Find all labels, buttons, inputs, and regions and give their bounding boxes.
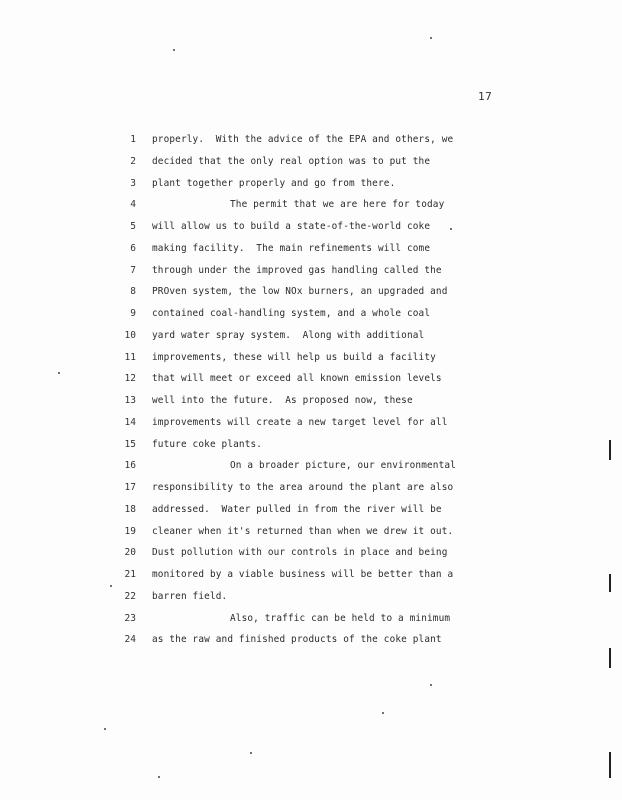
transcript-line (0, 564, 622, 586)
transcript-line (0, 129, 622, 151)
transcript-line (0, 173, 622, 195)
line-text: through under the improved gas handling called the (152, 264, 442, 276)
line-number: 18 (124, 503, 136, 515)
line-number: 7 (130, 264, 136, 276)
transcript-line (0, 347, 622, 369)
transcript-line (0, 542, 622, 564)
line-text: future coke plants. (152, 438, 263, 450)
transcript-line (0, 629, 622, 651)
transcript-line (0, 434, 622, 456)
line-text: well into the future. As proposed now, these (152, 395, 413, 406)
scan-speck (58, 372, 60, 374)
scan-speck (110, 585, 112, 587)
line-text: that will meet or exceed all known emission levels (152, 373, 442, 385)
line-number: 11 (124, 351, 136, 363)
scan-speck (450, 228, 452, 230)
line-text: Also, traffic can be held to a minimum (230, 612, 451, 624)
scan-edge-mark (609, 440, 611, 460)
transcript-line (0, 586, 622, 608)
line-number: 3 (130, 177, 136, 189)
line-text: contained coal-handling system, and a whole coal (152, 308, 431, 319)
scan-speck (104, 728, 106, 730)
transcript-lines (0, 129, 622, 651)
line-text: addressed. Water pulled in from the river will be (152, 503, 442, 515)
line-number: 9 (130, 308, 136, 319)
scan-edge-mark (609, 648, 611, 668)
scan-edge-mark (609, 752, 611, 778)
transcript-line (0, 303, 622, 325)
transcript-line (0, 608, 622, 630)
line-number: 1 (130, 134, 136, 145)
line-number: 14 (124, 416, 136, 428)
line-text: PROven system, the low NOx burners, an upgraded and (152, 286, 448, 298)
line-number: 21 (124, 569, 136, 580)
page-number: 17 (478, 90, 493, 103)
line-number: 6 (130, 242, 136, 254)
transcript-line (0, 368, 622, 390)
line-text: decided that the only real option was to put the (152, 155, 431, 167)
transcript-line (0, 216, 622, 238)
line-number: 24 (124, 634, 136, 646)
line-text: making facility. The main refinements will come (152, 242, 431, 254)
scan-edge-mark (609, 574, 611, 592)
scan-speck (173, 49, 175, 51)
transcript-line (0, 238, 622, 260)
line-text: improvements will create a new target level for all (152, 416, 448, 428)
line-text: improvements, these will help us build a facility (152, 351, 436, 363)
transcript-line (0, 325, 622, 347)
line-text: properly. With the advice of the EPA and others, we (152, 134, 454, 145)
line-number: 16 (124, 460, 136, 472)
line-number: 17 (124, 482, 136, 493)
line-text: responsibility to the area around the plant are also (152, 482, 454, 493)
line-text: The permit that we are here for today (230, 199, 445, 211)
transcript-line (0, 281, 622, 303)
line-number: 23 (124, 612, 136, 624)
line-text: will allow us to build a state-of-the-world coke (152, 221, 431, 232)
line-text: yard water spray system. Along with additional (152, 329, 425, 341)
line-text: On a broader picture, our environmental (230, 460, 456, 472)
transcript-line (0, 194, 622, 216)
transcript-line (0, 151, 622, 173)
line-number: 13 (124, 395, 136, 406)
line-text: Dust pollution with our controls in place and being (152, 547, 448, 559)
line-number: 10 (124, 329, 136, 341)
scan-speck (430, 684, 432, 686)
transcript-line (0, 455, 622, 477)
scan-speck (430, 37, 432, 39)
line-number: 19 (124, 525, 136, 537)
transcript-line (0, 412, 622, 434)
line-text: cleaner when it's returned than when we drew it out. (152, 525, 454, 537)
line-number: 2 (130, 155, 136, 167)
scan-speck (158, 776, 160, 778)
line-text: plant together properly and go from there. (152, 177, 396, 189)
line-number: 5 (130, 221, 136, 232)
line-number: 15 (124, 438, 136, 450)
transcript-line (0, 499, 622, 521)
line-number: 8 (130, 286, 136, 298)
line-number: 22 (124, 590, 136, 602)
line-text: as the raw and finished products of the coke plant (152, 634, 442, 646)
line-number: 4 (130, 199, 136, 211)
line-number: 20 (124, 547, 136, 559)
transcript-line (0, 477, 622, 499)
line-text: monitored by a viable business will be better than a (152, 569, 454, 580)
transcript-line (0, 521, 622, 543)
transcript-line (0, 390, 622, 412)
transcript-line (0, 260, 622, 282)
line-text: barren field. (152, 590, 228, 602)
scan-speck (250, 752, 252, 754)
scan-speck (382, 712, 384, 714)
line-number: 12 (124, 373, 136, 385)
